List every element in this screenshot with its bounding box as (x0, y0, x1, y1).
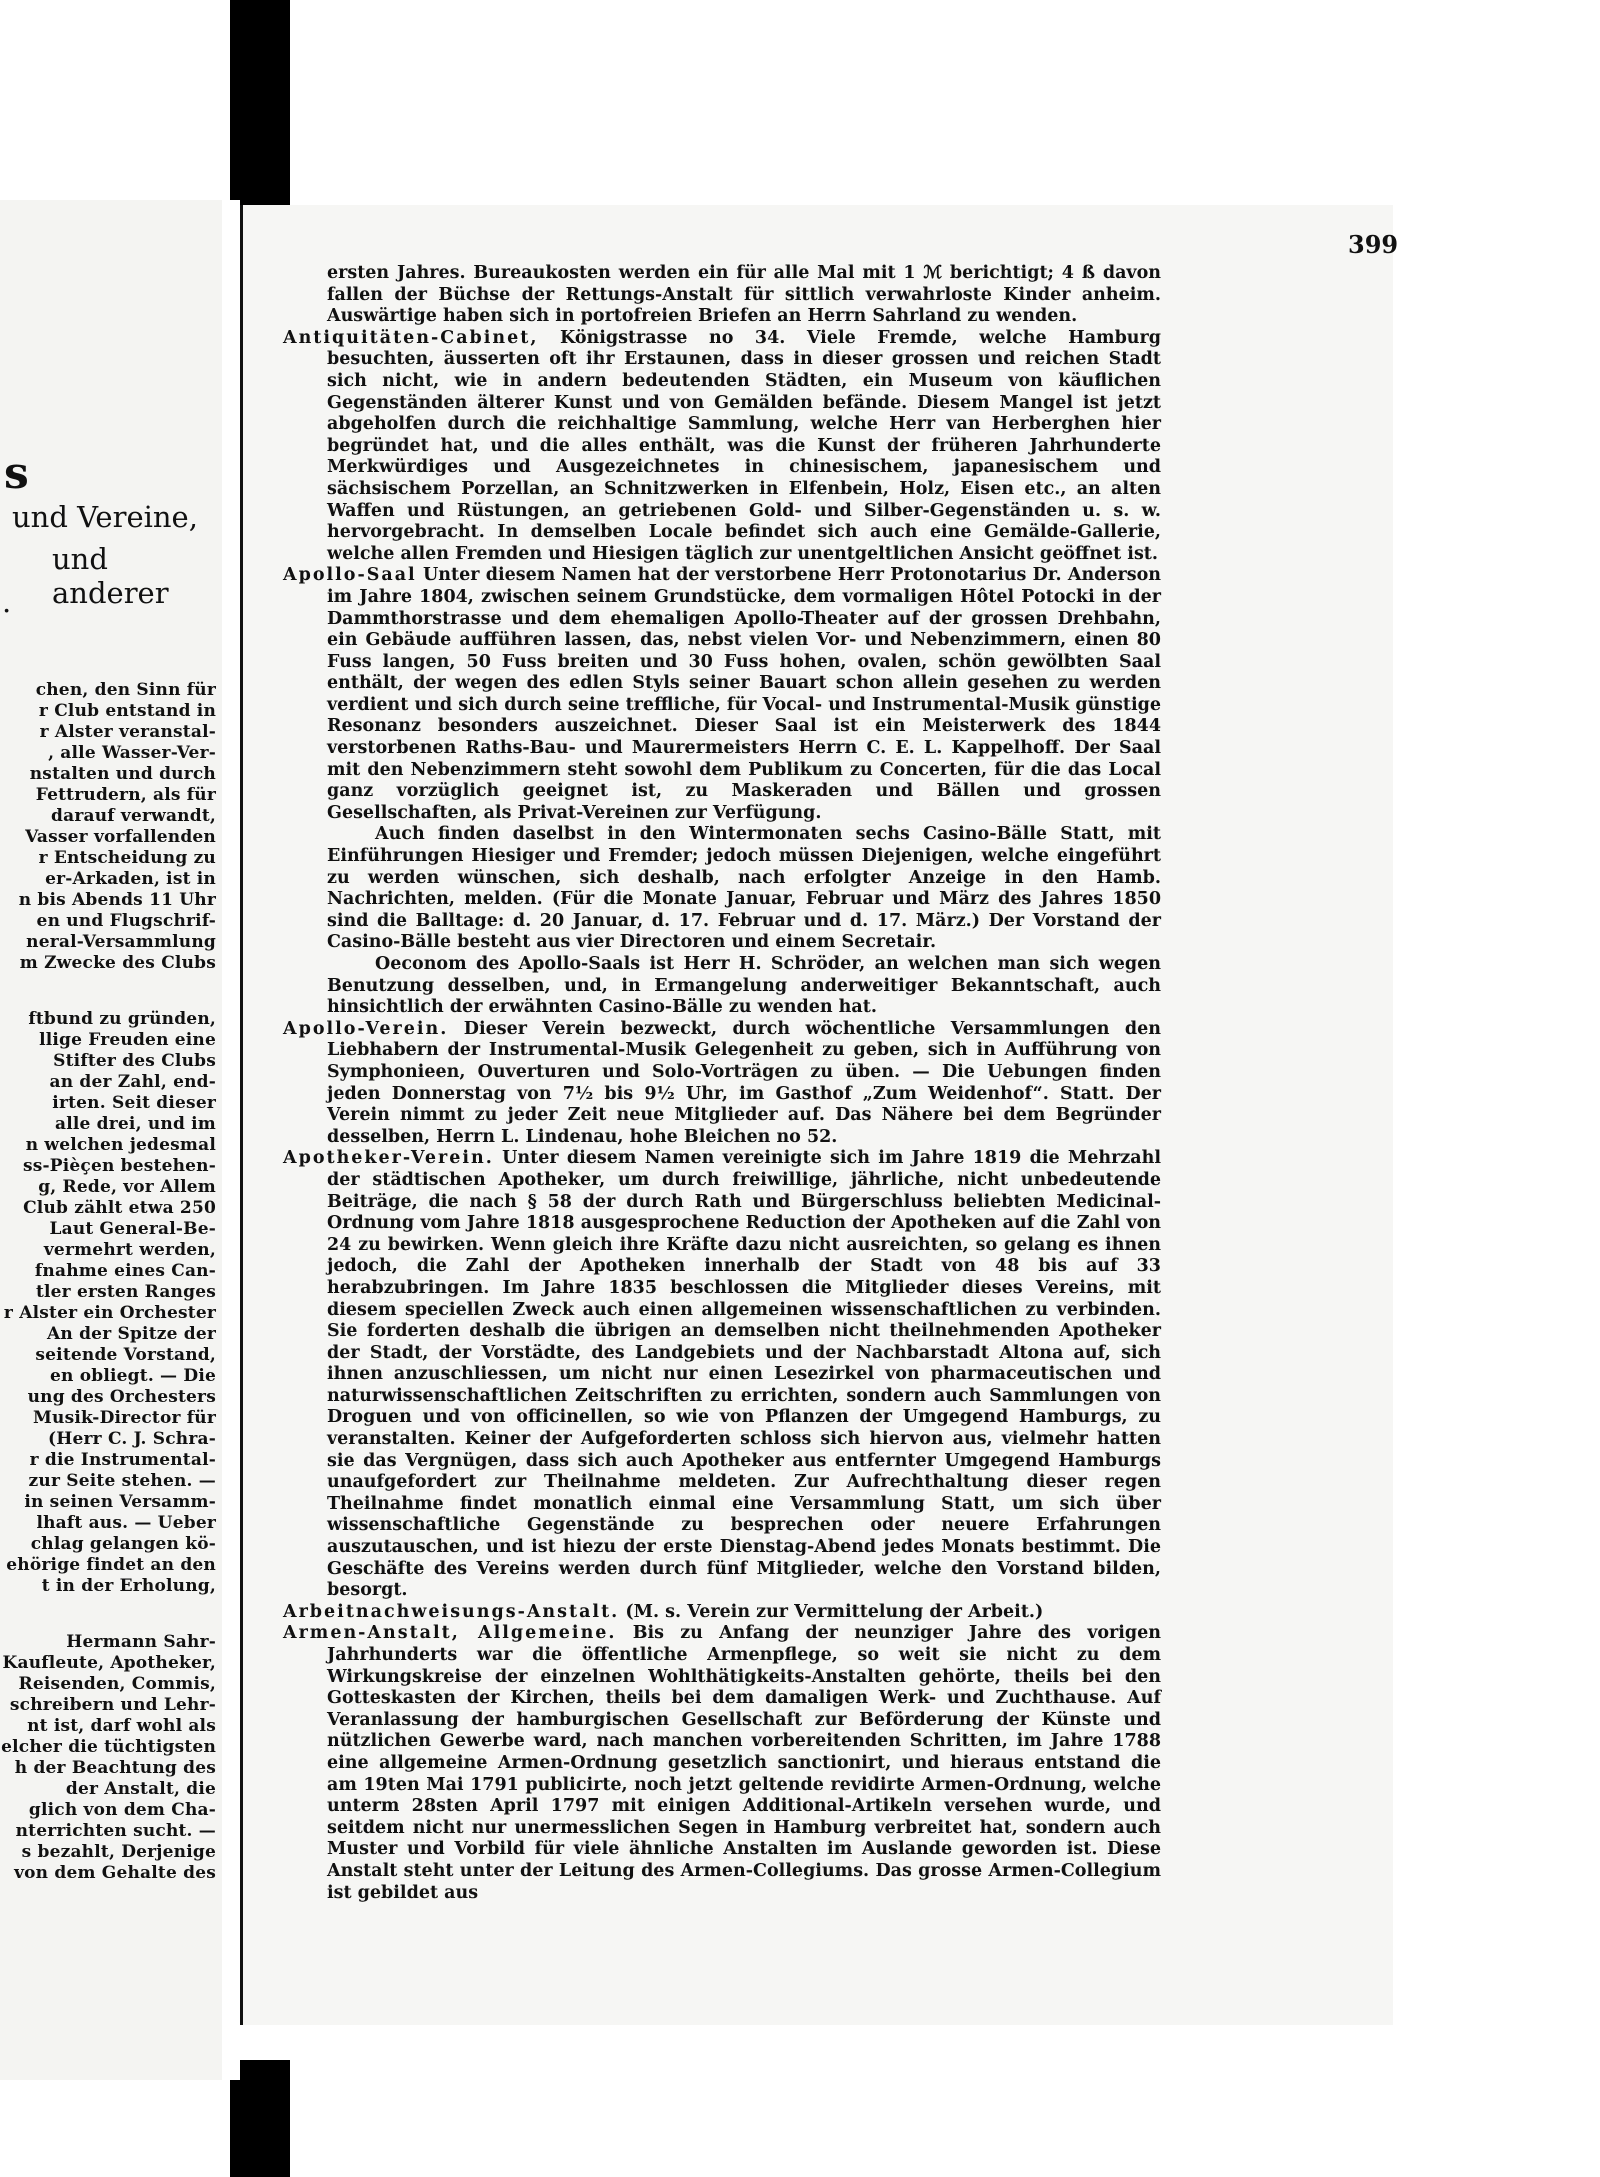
entry-heading: Antiquitäten-Cabinet, (283, 327, 539, 348)
left-page-heading-line-2: und anderer (52, 542, 169, 610)
left-text-line: nstalten und durch (29, 764, 216, 784)
left-paragraph-gap (0, 1597, 216, 1632)
entry-apollo-verein (283, 1019, 1161, 1149)
left-text-line: n welchen jedesmal (25, 1135, 216, 1155)
left-text-line: Musik-Director für (33, 1408, 216, 1428)
page-content (283, 263, 1161, 1904)
left-text-line: ung des Orchesters (27, 1387, 216, 1407)
left-text-line: neral-Versammlung (26, 932, 216, 952)
left-text-line: h der Beachtung des (14, 1758, 216, 1778)
entry-continuation (283, 263, 1161, 328)
right-page (240, 205, 1399, 2025)
left-text-line: glich von dem Cha- (28, 1800, 216, 1820)
left-text-line: t in der Erholung, (41, 1576, 216, 1596)
left-text-line: in seinen Versamm- (24, 1492, 216, 1512)
page-gutter (222, 200, 240, 2080)
left-text-line: darauf verwandt, (51, 806, 216, 826)
left-text-line: er-Arkaden, ist in (45, 869, 216, 889)
left-text-line: g, Rede, vor Allem (38, 1177, 216, 1197)
left-text-line: an der Zahl, end- (49, 1072, 216, 1092)
entry-heading: Apollo-Verein. (283, 1018, 449, 1039)
entry-paragraph: Oeconom des Apollo-Saals ist Herr H. Schröder, an welchen man sich wegen Benutzung desselben, und, in Ermangelung anderweitiger Bekanntschaft, auch hinsichtlich der erwähnten Casino-Bälle zu wenden hat. (327, 954, 1161, 1018)
left-page-heading-line-1: und Vereine, (12, 500, 198, 534)
left-text-line: r Club entstand in (38, 701, 216, 721)
left-text-line: en obliegt. — Die (50, 1366, 216, 1386)
left-text-line: Reisenden, Commis, (18, 1674, 216, 1694)
entry-heading: Arbeitnachweisungs-Anstalt. (283, 1601, 620, 1622)
left-text-line: s bezahlt, Derjenige (21, 1842, 216, 1862)
left-text-line: (Herr C. J. Schra- (48, 1429, 216, 1449)
entry-text: Königstrasse no 34. Viele Fremde, welche Hamburg besuchten, äusserten oft ihr Erstaunen, dass in dieser grossen und reichen Stadt sich nicht, wie in andern bedeutenden Städten, ein Museum von käuflichen Gegenständen älterer Kunst und von Gemälden befände. Diesem Mangel ist jetzt abgeholfen durch die reichhaltige Sammlung, welche Herr van Herberghen hier begründet hat, und die alles enthält, was die Kunst der früheren Jahrhunderte Merkwürdiges und Ausgezeichnetes in chinesischem, japanesischem und sächsischem Porzellan, an Schnitzwerken in Elfenbein, Holz, Eisen etc., an alten Waffen und Rüstungen, an getriebenen Gold- und Silber-Gegenständen u. s. w. hervorgebracht. In demselben Locale befindet sich auch eine Gemälde-Gallerie, welche allen Fremden und Hiesigen täglich zur unentgeltlichen Ansicht geöffnet ist. (327, 327, 1161, 564)
entry-text: Bis zu Anfang der neunziger Jahre des vorigen Jahrhunderts war die öffentliche Armenpflege, so weit sie nicht zu dem Wirkungskreise der einzelnen Wohlthätigkeits-Anstalten gehörte, theils bei den Gotteskasten der Kirchen, theils bei dem damaligen Werk- und Zuchthause. Auf Veranlassung der hamburgischen Gesellschaft zur Beförderung der Künste und nützlichen Gewerbe ward, nach manchen vorbereitenden Schritten, im Jahre 1788 eine allgemeine Armen-Ordnung gesetzlich sanctionirt, und hieraus entstand die am 19ten Mai 1791 publicirte, noch jetzt geltende revidirte Armen-Ordnung, welche unterm 28sten April 1797 mit einigen Additional-Artikeln versehen wurde, und seitdem nicht nur unermesslichen Segen in Hamburg verbreitet hat, sondern auch Muster und Vorbild für viele ähnliche Anstalten im Auslande geworden ist. Diese Anstalt steht unter der Leitung des Armen-Collegiums. Das grosse Armen-Collegium ist gebildet aus (327, 1623, 1161, 1903)
left-page-text-column (0, 680, 216, 1884)
left-text-line: chlag gelangen kö- (30, 1534, 216, 1554)
entry-apollo-saal (283, 565, 1161, 1018)
left-text-line: r Alster veranstal- (39, 722, 216, 742)
left-text-line: Stifter des Clubs (53, 1051, 216, 1071)
left-text-line: irten. Seit dieser (52, 1093, 216, 1113)
entry-armen-anstalt (283, 1623, 1161, 1904)
left-text-line: r Entscheidung zu (38, 848, 216, 868)
left-page-fragment (0, 200, 228, 2080)
film-strip-top (230, 0, 290, 230)
left-text-line: ss-Pièçen bestehen- (22, 1156, 216, 1176)
entry-heading: Apotheker-Verein. (283, 1148, 494, 1169)
entry-text: Unter diesem Namen hat der verstorbene Herr Protonotarius Dr. Anderson im Jahre 1804, zwischen seinem Grundstücke, dem vormaligen Hôtel Potocki in der Dammthorstrasse und dem ehemaligen Apollo-Theater auf der grossen Drehbahn, ein Gebäude aufführen lassen, das, nebst vielen Vor- und Nebenzimmern, einen 80 Fuss langen, 50 Fuss breiten und 30 Fuss hohen, ovalen, schön gewölbten Saal enthält, der wegen des edlen Styls seiner Bauart schon allein gesehen zu werden verdient und sich durch seine treffliche, für Vocal- und Instrumental-Musik günstige Resonanz besonders auszeichnet. Dieser Saal ist ein Meisterwerk des 1844 verstorbenen Raths-Bau- und Maurermeisters Herrn C. E. L. Kappelhoff. Der Saal mit den Nebenzimmern steht sowohl dem Publikum zu Concerten, für die das Local ganz vorzüglich geeignet ist, zu Maskeraden und Bällen und grossen Gesellschaften, als Privat-Vereinen zur Verfügung. (327, 565, 1162, 823)
left-text-line: schreibern und Lehr- (9, 1695, 216, 1715)
entry-heading: Armen-Anstalt, Allgemeine. (283, 1623, 617, 1644)
left-text-line: elcher die tüchtigsten (1, 1737, 216, 1757)
left-text-line: Laut General-Be- (49, 1219, 216, 1239)
left-text-line: r die Instrumental- (29, 1450, 216, 1470)
left-text-line: r Alster ein Orchester (3, 1303, 216, 1323)
left-text-line: en und Flugschrif- (36, 911, 216, 931)
entry-text: Unter diesem Namen vereinigte sich im Jahre 1819 die Mehrzahl der städtischen Apotheker, um durch freiwillige, jährliche, nicht unbedeutende Beiträge, die nach § 58 der durch Rath und Bürgerschluss beliebten Medicinal-Ordnung vom Jahre 1818 ausgesprochene Reduction der Apotheken auf die Zahl von 24 zu bewirken. Wenn gleich ihre Kräfte dazu nicht ausreichten, so gelang es ihnen jedoch, die Zahl der Apotheken innerhalb der Stadt von 48 bis auf 33 herabzubringen. Im Jahre 1835 beschlossen die Mitglieder dieses Vereins, mit diesem speciellen Zweck auch einen allgemeinen wissenschaftlichen zu verbinden. Sie forderten deshalb die übrigen an demselben nicht theilnehmenden Apotheker der Stadt, der Vorstädte, des Landgebiets und der Nachbarstadt Altona auf, sich ihnen anzuschliessen, um nicht nur einen Lesezirkel von pharmaceutischen und naturwissenschaftlichen Zeitschriften zu errichten, sondern auch Sammlungen von Droguen und von officinellen, so wie von Pflanzen der Umgegend Hamburgs, zu veranstalten. Keiner der Aufgeforderten schloss sich hiervon aus, vielmehr hatten sie das Vergnügen, dass sich auch Apotheker aus entfernter Umgegend Hamburgs unaufgefordert zur Theilnahme meldeten. Zur Aufrechthaltung dieser regen Theilnahme findet monatlich einmal eine Versammlung Statt, um sich über wissenschaftliche Gegenstände zu besprechen oder neuere Erfahrungen auszutauschen, und ist hiezu der erste Dienstag-Abend jedes Monats bestimmt. Die Geschäfte des Vereins werden durch fünf Mitglieder, welche den Vorstand bilden, besorgt. (327, 1148, 1162, 1601)
left-text-line: tler ersten Ranges (35, 1282, 216, 1302)
entry-arbeitnachweisungs-anstalt (283, 1602, 1161, 1624)
left-text-line: seitende Vorstand, (35, 1345, 216, 1365)
left-text-line: llige Freuden eine (39, 1030, 216, 1050)
entry-text: ersten Jahres. Bureaukosten werden ein für alle Mal mit 1 ℳ berichtigt; 4 ß davon fallen der Büchse der Rettungs-Anstalt für sittlich verwahrloste Kinder anheim. Auswärtige haben sich in portofreien Briefen an Herrn Sahrland zu wenden. (327, 263, 1161, 327)
left-text-line: ftbund zu gründen, (28, 1009, 216, 1029)
left-text-line: zur Seite stehen. — (28, 1471, 216, 1491)
page-number: 399 (1348, 230, 1399, 259)
left-text-line: der Anstalt, die (65, 1779, 216, 1799)
left-text-line: lhaft aus. — Ueber (36, 1513, 216, 1533)
left-page-heading-letter: s (4, 448, 29, 499)
left-page-heading-line-3: . (2, 585, 12, 619)
left-text-line: n bis Abends 11 Uhr (18, 890, 216, 910)
left-text-line: alle drei, und im (55, 1114, 216, 1134)
left-text-line: Club zählt etwa 250 (23, 1198, 216, 1218)
left-text-line: ehörige findet an den (6, 1555, 216, 1575)
left-text-line: fnahme eines Can- (34, 1261, 216, 1281)
left-text-line: Kaufleute, Apotheker, (2, 1653, 216, 1673)
entry-paragraph: Auch finden daselbst in den Wintermonaten sechs Casino-Bälle Statt, mit Einführungen Hiesiger und Fremder; jedoch müssen Diejenigen, welche eingeführt zu werden wünschen, sich deshalb, nach erfolgter Anzeige in den Hamb. Nachrichten, melden. (Für die Monate Januar, Februar und März des Jahres 1850 sind die Balltage: d. 20 Januar, d. 17. Februar und d. 17. März.) Der Vorstand der Casino-Bälle besteht aus vier Directoren und einem Secretair. (327, 824, 1161, 953)
left-text-line: m Zwecke des Clubs (19, 953, 216, 973)
left-text-line: An der Spitze der (47, 1324, 216, 1344)
left-text-line: nt ist, darf wohl als (27, 1716, 216, 1736)
entry-text: Dieser Verein bezweckt, durch wöchentliche Versammlungen den Liebhabern der Instrumental-Musik Gelegenheit zu geben, sich in Aufführung von Symphonieen, Ouverturen und Solo-Vorträgen zu üben. — Die Uebungen finden jeden Donnerstag von 7½ bis 9½ Uhr, im Gasthof „Zum Weidenhof“. Statt. Der Verein nimmt zu jeder Zeit neue Mitglieder auf. Das Nähere bei dem Begründer desselben, Herrn L. Lindenau, hohe Bleichen no 52. (327, 1018, 1161, 1147)
left-text-line: Hermann Sahr- (66, 1632, 216, 1652)
left-text-line: nterrichten sucht. — (15, 1821, 216, 1841)
left-text-line: von dem Gehalte des (14, 1863, 216, 1883)
left-text-line: , alle Wasser-Ver- (48, 743, 216, 763)
entry-antiquitaeten-cabinet (283, 328, 1161, 566)
left-text-line: Fettrudern, als für (35, 785, 216, 805)
entry-heading: Apollo-Saal (283, 565, 417, 586)
entry-text: (M. s. Verein zur Vermittelung der Arbeit.) (625, 1601, 1044, 1622)
entry-apotheker-verein (283, 1148, 1161, 1601)
left-text-line: Vasser vorfallenden (25, 827, 216, 847)
left-text-line: vermehrt werden, (43, 1240, 216, 1260)
left-text-line: chen, den Sinn für (35, 680, 216, 700)
left-paragraph-gap (0, 974, 216, 1009)
